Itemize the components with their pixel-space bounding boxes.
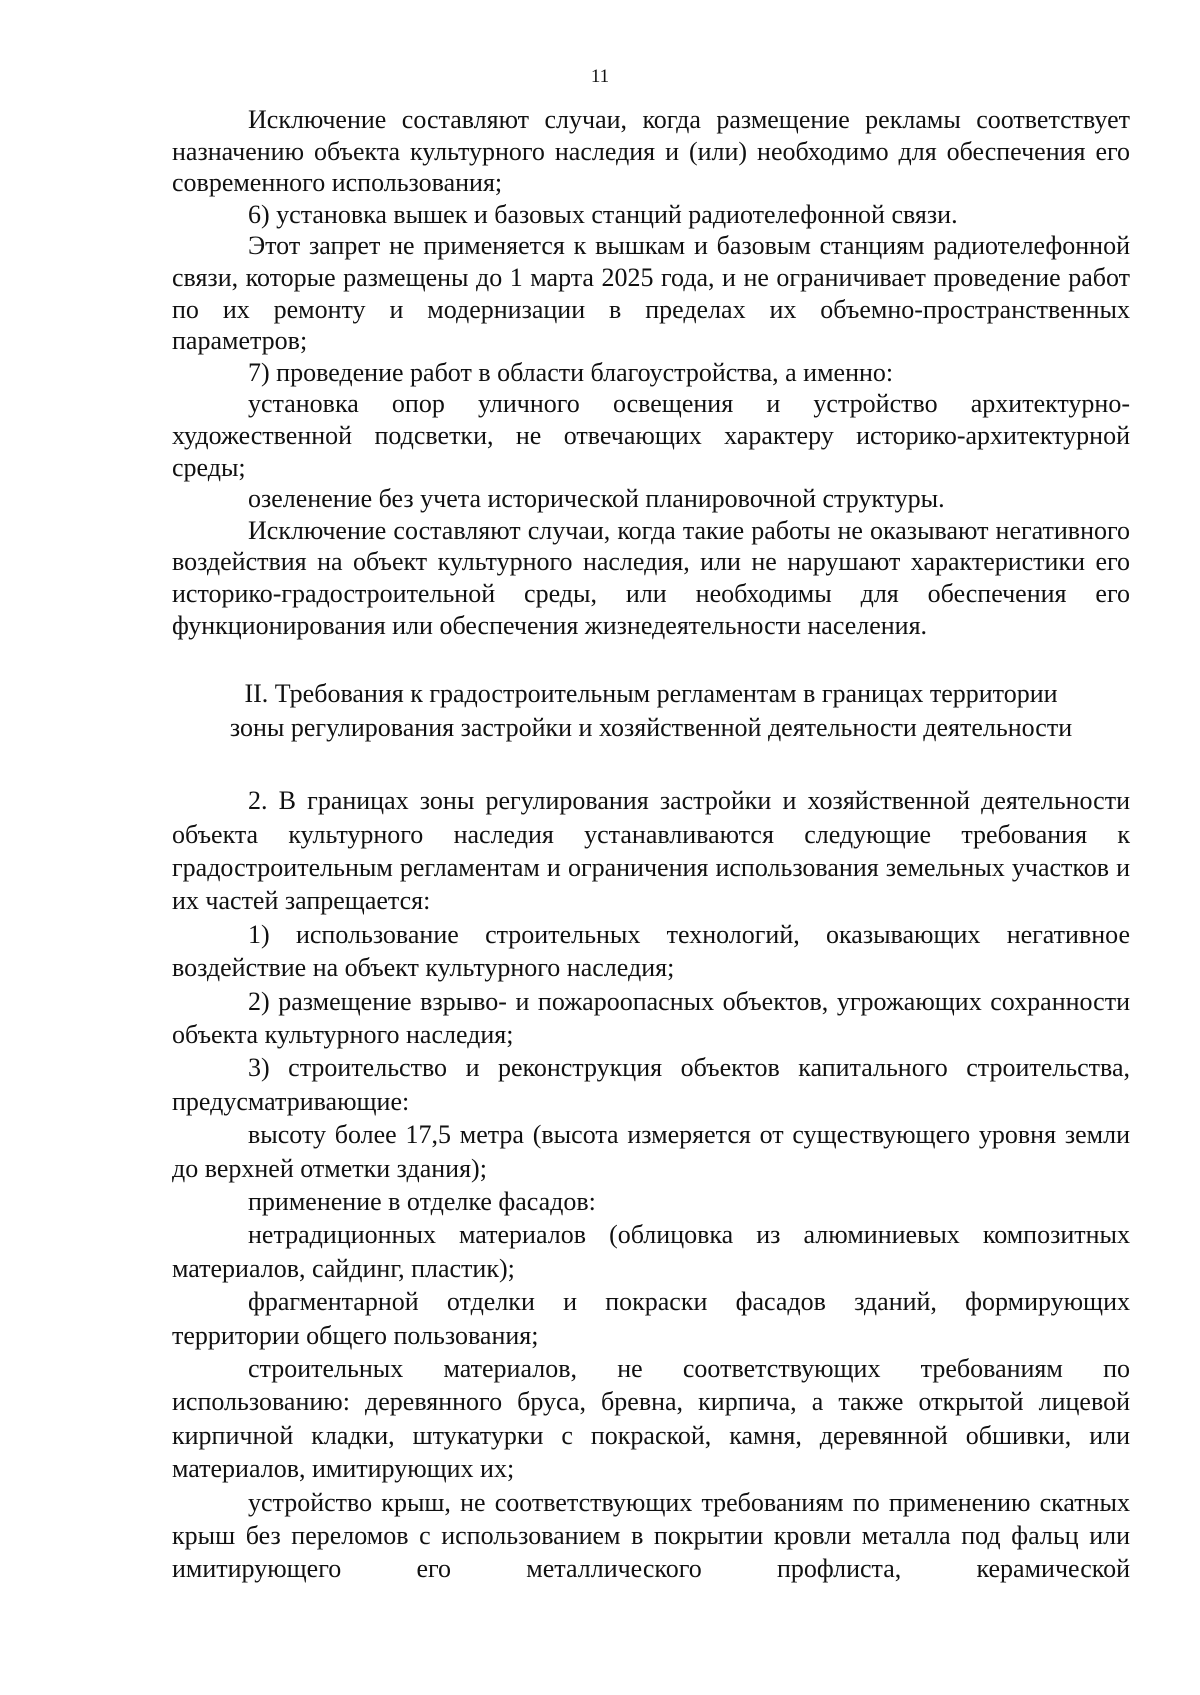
paragraphs-after [172,784,1130,1586]
paragraphs-before [172,104,1130,641]
paragraph: Исключение составляют случаи, когда такие работы не оказывают негативного воздействия на объект культурного наследия, или не нарушают характеристики его историко-градостроительной среды, или необходимы для обеспечения его функционирования или обеспечения жизнедеятельности населения. [172,515,1130,640]
paragraph: высоту более 17,5 метра (высота измеряется от существующего уровня земли до верхней отметки здания); [172,1120,1130,1183]
paragraph: установка опор уличного освещения и устройство архитектурно-художественной подсветки, не отвечающих характеру историко-архитектурной среды; [172,389,1130,482]
paragraph: 6) установка вышек и базовых станций радиотелефонной связи. [248,199,958,229]
paragraph: 2) размещение взрыво- и пожароопасных объектов, угрожающих сохранности объекта культурного наследия; [172,986,1130,1049]
paragraph: нетрадиционных материалов (облицовка из алюминиевых композитных материалов, сайдинг, пластик); [172,1220,1130,1283]
paragraph: устройство крыш, не соответствующих требованиям по применению скатных крыш без переломов с использованием в покрытии кровли металла под фальц или имитирующего его металлического профлиста, керамической [172,1487,1130,1584]
paragraph: 1) использование строительных технологий, оказывающих негативное воздействие на объект культурного наследия; [172,919,1130,983]
page-number: 11 [590,66,610,87]
paragraph: Этот запрет не применяется к вышкам и базовым станциям радиотелефонной связи, которые размещены до 1 марта 2025 года, и не ограничивает проведение работ по их ремонту и модернизации в пределах их объемно-пространственных параметров; [172,231,1130,356]
paragraph: 2. В границах зоны регулирования застройки и хозяйственной деятельности объекта культурного наследия устанавливаются следующие требования к градостроительным регламентам и ограничения использования земельных участков и их частей запрещается: [172,786,1130,916]
paragraph: 7) проведение работ в области благоустройства, а именно: [248,357,894,387]
paragraph: строительных материалов, не соответствующих требованиям по использованию: деревянного бруса, бревна, кирпича, а также открытой лицевой кирпичной кладки, штукатурки с покраской, камня, деревянной обшивки, или материалов, имитирующих их; [172,1354,1130,1484]
document-body [172,104,1130,1586]
paragraph: 3) строительство и реконструкция объектов капитального строительства, предусматривающие: [172,1053,1130,1116]
paragraph: озеленение без учета исторической планировочной структуры. [248,484,945,514]
section-heading [172,677,1130,745]
paragraph: Исключение составляют случаи, когда размещение рекламы соответствует назначению объекта культурного наследия и (или) необходимо для обеспечения его современного использования; [172,105,1130,198]
section-heading-line: II. Требования к градостроительным регламентам в границах территории [244,679,1058,709]
section-heading-line: зоны регулирования застройки и хозяйственной деятельности деятельности [229,713,1073,743]
paragraph: применение в отделке фасадов: [248,1186,596,1216]
paragraph: фрагментарной отделки и покраски фасадов зданий, формирующих территории общего пользования; [172,1287,1130,1350]
